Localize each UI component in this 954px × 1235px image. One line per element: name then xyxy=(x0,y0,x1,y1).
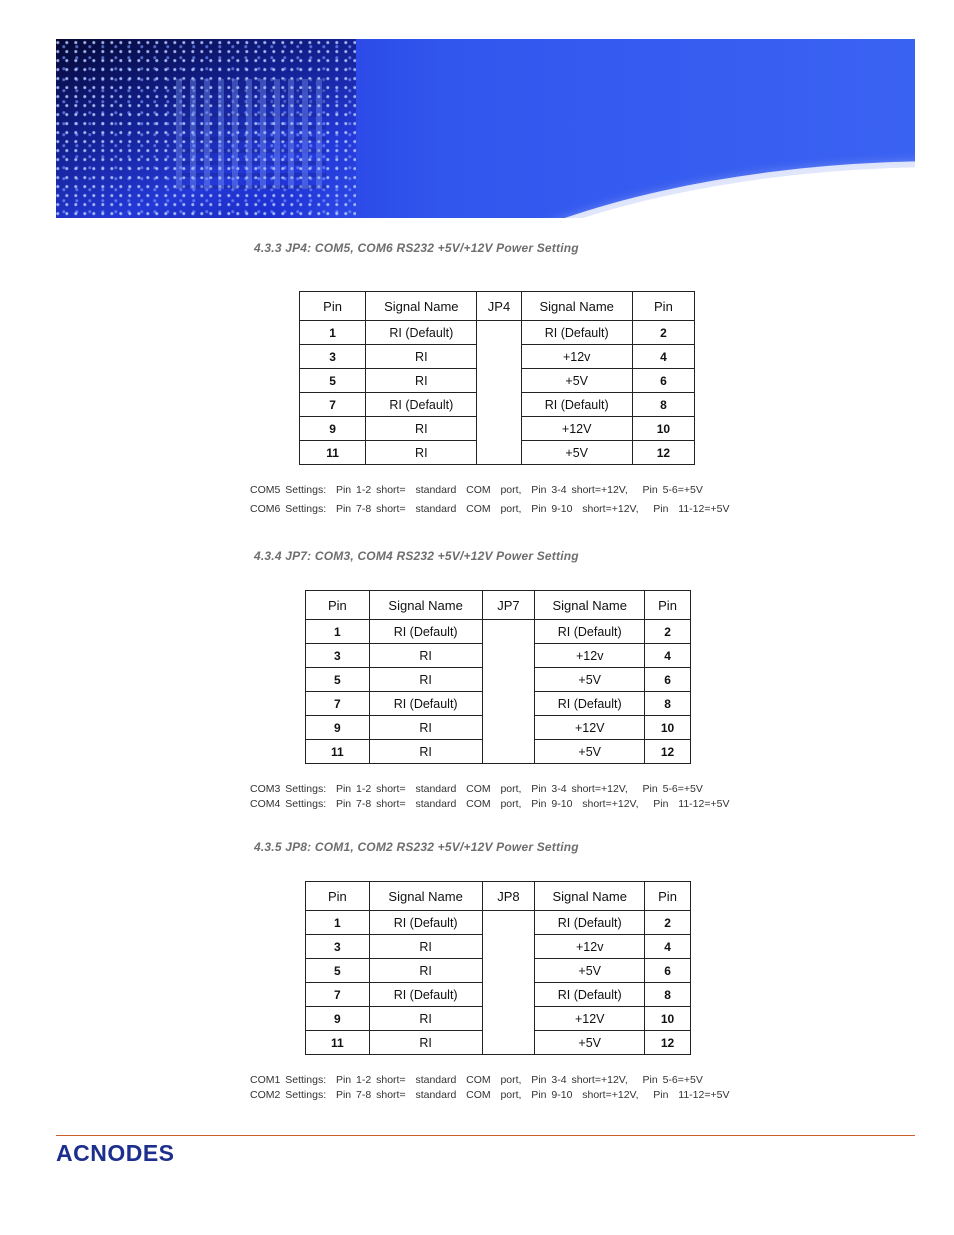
signal-name-cell: RI xyxy=(366,417,477,441)
pin-number-cell: 1 xyxy=(306,620,370,644)
column-header: Signal Name xyxy=(369,882,482,911)
footer-divider xyxy=(56,1135,915,1136)
pin-number-cell: 5 xyxy=(306,668,370,692)
signal-name-cell: RI xyxy=(369,740,482,764)
column-header: JP8 xyxy=(482,882,535,911)
jp4-note-2: COM6 Settings: Pin 7-8 short= standard COM port, Pin 9-10 short=+12V, Pin 11-12=+5V xyxy=(250,503,730,515)
table-row xyxy=(306,911,691,935)
column-header: Pin xyxy=(632,292,694,321)
signal-name-cell: RI (Default) xyxy=(535,692,645,716)
jp8-pin-table xyxy=(305,881,691,1055)
signal-name-cell: RI xyxy=(369,935,482,959)
pin-number-cell: 10 xyxy=(645,716,691,740)
signal-name-cell: RI (Default) xyxy=(369,983,482,1007)
table-row xyxy=(300,321,695,345)
pin-number-cell: 12 xyxy=(645,1031,691,1055)
signal-name-cell: RI (Default) xyxy=(366,321,477,345)
pin-number-cell: 1 xyxy=(300,321,366,345)
pin-number-cell: 7 xyxy=(306,983,370,1007)
pin-number-cell: 3 xyxy=(300,345,366,369)
signal-name-cell: RI (Default) xyxy=(521,321,632,345)
column-header: Pin xyxy=(300,292,366,321)
signal-name-cell: RI xyxy=(366,345,477,369)
signal-name-cell: RI (Default) xyxy=(535,983,645,1007)
jp7-pin-table xyxy=(305,590,691,764)
signal-name-cell: RI xyxy=(369,959,482,983)
signal-name-cell: RI xyxy=(369,1031,482,1055)
table-header-row xyxy=(306,591,691,620)
pin-number-cell: 11 xyxy=(300,441,366,465)
table-header-row xyxy=(300,292,695,321)
circuit-chips-pattern xyxy=(176,79,326,189)
signal-name-cell: RI xyxy=(369,1007,482,1031)
section-heading-jp4: 4.3.3 JP4: COM5, COM6 RS232 +5V/+12V Power Setting xyxy=(254,241,579,255)
signal-name-cell: RI (Default) xyxy=(535,620,645,644)
jumper-column-cell xyxy=(482,911,535,1055)
jumper-column-cell xyxy=(477,321,521,465)
column-header: Pin xyxy=(645,882,691,911)
signal-name-cell: RI (Default) xyxy=(535,911,645,935)
jp4-pin-table xyxy=(299,291,695,465)
signal-name-cell: RI (Default) xyxy=(369,692,482,716)
signal-name-cell: +12V xyxy=(535,1007,645,1031)
pin-number-cell: 6 xyxy=(645,668,691,692)
pin-number-cell: 5 xyxy=(300,369,366,393)
column-header: Signal Name xyxy=(369,591,482,620)
signal-name-cell: +12v xyxy=(535,935,645,959)
pin-number-cell: 1 xyxy=(306,911,370,935)
signal-name-cell: RI (Default) xyxy=(369,620,482,644)
signal-name-cell: +5V xyxy=(535,1031,645,1055)
jp4-note-1: COM5 Settings: Pin 1-2 short= standard COM port, Pin 3-4 short=+12V, Pin 5-6=+5V xyxy=(250,484,703,496)
signal-name-cell: RI (Default) xyxy=(369,911,482,935)
pin-number-cell: 9 xyxy=(306,716,370,740)
pin-number-cell: 4 xyxy=(645,935,691,959)
column-header: Signal Name xyxy=(521,292,632,321)
pin-number-cell: 6 xyxy=(645,959,691,983)
jp7-note-1: COM3 Settings: Pin 1-2 short= standard COM port, Pin 3-4 short=+12V, Pin 5-6=+5V xyxy=(250,783,703,795)
signal-name-cell: +5V xyxy=(521,369,632,393)
pin-number-cell: 11 xyxy=(306,1031,370,1055)
jp8-note-1: COM1 Settings: Pin 1-2 short= standard COM port, Pin 3-4 short=+12V, Pin 5-6=+5V xyxy=(250,1074,703,1086)
signal-name-cell: +5V xyxy=(521,441,632,465)
column-header: Signal Name xyxy=(535,882,645,911)
pin-number-cell: 8 xyxy=(645,983,691,1007)
pin-number-cell: 4 xyxy=(645,644,691,668)
column-header: Pin xyxy=(306,882,370,911)
signal-name-cell: RI xyxy=(369,716,482,740)
table-row xyxy=(306,620,691,644)
pin-number-cell: 7 xyxy=(306,692,370,716)
pin-number-cell: 6 xyxy=(632,369,694,393)
signal-name-cell: +12v xyxy=(535,644,645,668)
pin-number-cell: 9 xyxy=(306,1007,370,1031)
pin-number-cell: 2 xyxy=(645,620,691,644)
signal-name-cell: +5V xyxy=(535,668,645,692)
pin-number-cell: 3 xyxy=(306,644,370,668)
signal-name-cell: +5V xyxy=(535,959,645,983)
acnodes-logo: ACNODES xyxy=(56,1140,175,1166)
banner-curve xyxy=(346,167,915,218)
column-header: Pin xyxy=(306,591,370,620)
pin-number-cell: 12 xyxy=(645,740,691,764)
signal-name-cell: RI xyxy=(369,644,482,668)
jp8-note-2: COM2 Settings: Pin 7-8 short= standard COM port, Pin 9-10 short=+12V, Pin 11-12=+5V xyxy=(250,1089,730,1101)
signal-name-cell: +12v xyxy=(521,345,632,369)
pin-number-cell: 8 xyxy=(632,393,694,417)
signal-name-cell: +12V xyxy=(535,716,645,740)
signal-name-cell: RI (Default) xyxy=(366,393,477,417)
column-header: JP7 xyxy=(482,591,535,620)
pin-number-cell: 4 xyxy=(632,345,694,369)
signal-name-cell: RI xyxy=(366,369,477,393)
pin-number-cell: 2 xyxy=(645,911,691,935)
pin-number-cell: 11 xyxy=(306,740,370,764)
header-banner xyxy=(56,39,915,218)
pin-number-cell: 10 xyxy=(645,1007,691,1031)
signal-name-cell: RI xyxy=(366,441,477,465)
pin-number-cell: 8 xyxy=(645,692,691,716)
table-header-row xyxy=(306,882,691,911)
signal-name-cell: +12V xyxy=(521,417,632,441)
pin-number-cell: 7 xyxy=(300,393,366,417)
section-heading-jp7: 4.3.4 JP7: COM3, COM4 RS232 +5V/+12V Power Setting xyxy=(254,549,579,563)
signal-name-cell: +5V xyxy=(535,740,645,764)
column-header: Signal Name xyxy=(535,591,645,620)
signal-name-cell: RI xyxy=(369,668,482,692)
pin-number-cell: 3 xyxy=(306,935,370,959)
column-header: Pin xyxy=(645,591,691,620)
column-header: JP4 xyxy=(477,292,521,321)
pin-number-cell: 12 xyxy=(632,441,694,465)
signal-name-cell: RI (Default) xyxy=(521,393,632,417)
pin-number-cell: 10 xyxy=(632,417,694,441)
jumper-column-cell xyxy=(482,620,535,764)
pin-number-cell: 5 xyxy=(306,959,370,983)
jp7-note-2: COM4 Settings: Pin 7-8 short= standard COM port, Pin 9-10 short=+12V, Pin 11-12=+5V xyxy=(250,798,730,810)
section-heading-jp8: 4.3.5 JP8: COM1, COM2 RS232 +5V/+12V Power Setting xyxy=(254,840,579,854)
pin-number-cell: 9 xyxy=(300,417,366,441)
column-header: Signal Name xyxy=(366,292,477,321)
pin-number-cell: 2 xyxy=(632,321,694,345)
